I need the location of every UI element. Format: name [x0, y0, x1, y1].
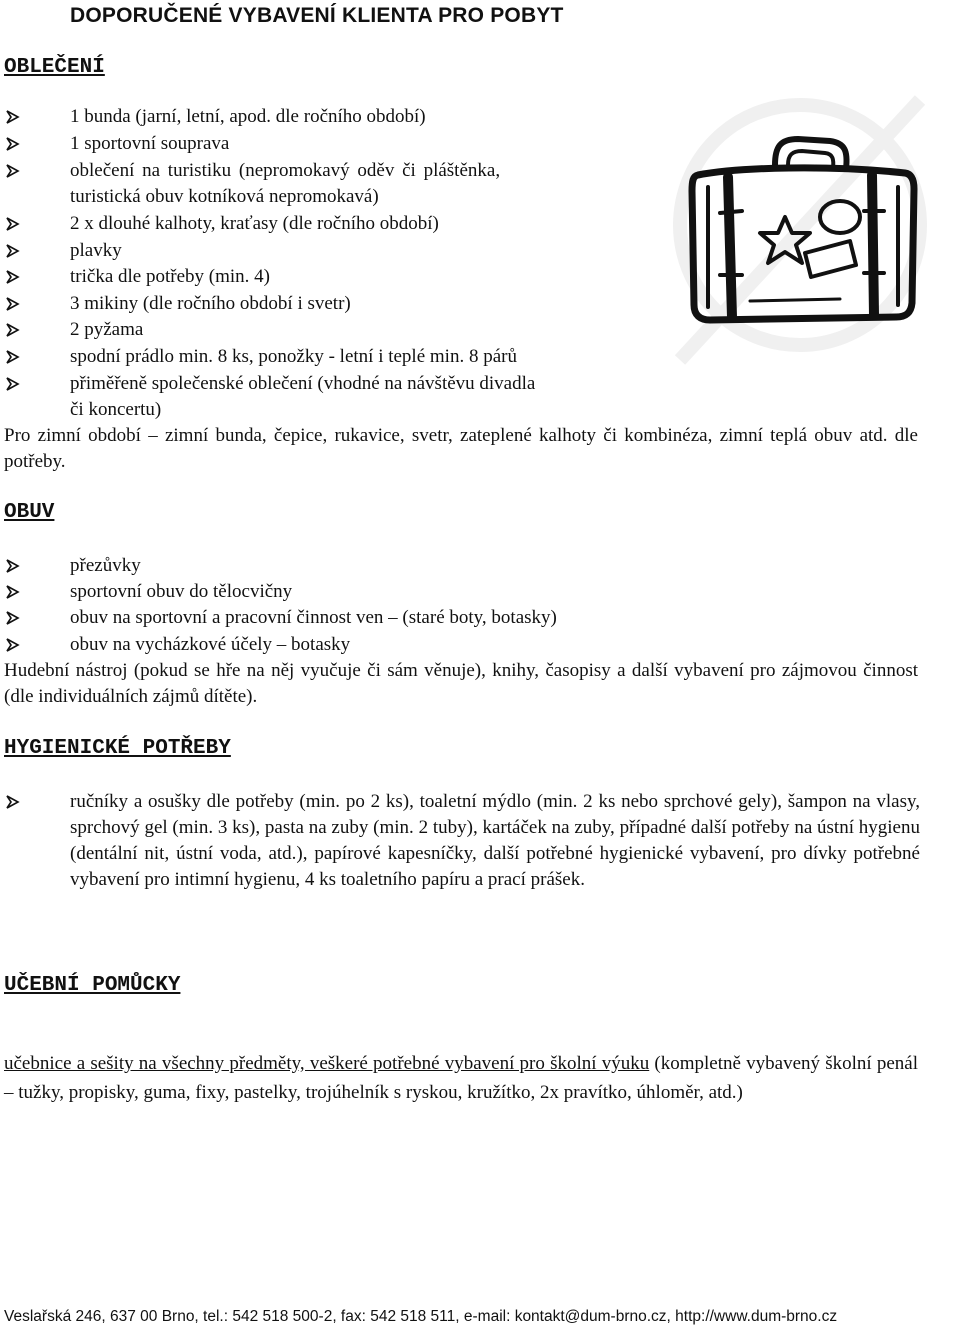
school-underlined-text: učebnice a sešity na všechny předměty, veškeré potřebné vybavení pro školní výuku: [4, 1053, 650, 1074]
arrow-bullet-icon: [4, 610, 20, 626]
list-item-text: plavky: [70, 240, 122, 261]
list-item-text: přezůvky: [70, 555, 141, 576]
list-item-text: přiměřeně společenské oblečení (vhodné na návštěvu divadla: [70, 373, 536, 394]
arrow-bullet-icon: [4, 243, 20, 259]
arrow-bullet-icon: [4, 794, 20, 810]
list-item-text: či koncertu): [70, 399, 162, 420]
section-heading-school: UČEBNÍ POMŮCKY: [4, 974, 181, 997]
arrow-bullet-icon: [4, 322, 20, 338]
section-heading-shoes: OBUV: [4, 501, 55, 524]
list-item-text: 1 sportovní souprava: [70, 133, 230, 154]
list-item-text: turistická obuv kotníková nepromokavá): [70, 186, 379, 207]
hygiene-item-text: ručníky a osušky dle potřeby (min. po 2 ks), toaletní mýdlo (min. 2 ks nebo sprchové gely), šampon na vlasy, sprchový gel (min. 3 ks), pasta na zuby (min. 2 tuby), kartáček na zuby, případné další potřeby na ústní hygienu (dentální nit, ústní voda, atd.), papírové kapesníčky, další potřebné hygienické vybavení, pro dívky potřebné vybavení pro intimní hygienu, 4 ks toaletního papíru a prací prášek.: [70, 791, 920, 890]
suitcase-icon: [680, 125, 920, 330]
list-item-text: obuv na vycházkové účely – botasky: [70, 634, 351, 655]
arrow-bullet-icon: [4, 216, 20, 232]
section-heading-hygiene: HYGIENICKÉ POTŘEBY: [4, 737, 231, 760]
arrow-bullet-icon: [4, 136, 20, 152]
list-item-text: sportovní obuv do tělocvičny: [70, 581, 293, 602]
arrow-bullet-icon: [4, 376, 20, 392]
list-item-text: 2 pyžama: [70, 319, 144, 340]
section-heading-clothing: OBLEČENÍ: [4, 56, 105, 79]
arrow-bullet-icon: [4, 349, 20, 365]
arrow-bullet-icon: [4, 637, 20, 653]
arrow-bullet-icon: [4, 296, 20, 312]
list-item-text: 1 bunda (jarní, letní, apod. dle ročního období): [70, 106, 426, 127]
shoes-note: Hudební nástroj (pokud se hře na něj vyučuje či sám věnuje), knihy, časopisy a další vybavení pro zájmovou činnost (dle individuálních zájmů dítěte).: [4, 660, 918, 707]
footer-contact: Veslařská 246, 637 00 Brno, tel.: 542 518 500-2, fax: 542 518 511, e-mail: kontakt@dum-brno.cz, http://www.dum-brno.cz: [4, 1308, 838, 1325]
arrow-bullet-icon: [4, 163, 20, 179]
clothing-note: Pro zimní období – zimní bunda, čepice, rukavice, svetr, zateplené kalhoty či kombinéza, zimní teplá obuv atd. dle potřeby.: [4, 425, 918, 472]
list-item-text: oblečení na turistiku (nepromokavý oděv či pláštěnka,: [70, 160, 501, 181]
list-item-text: spodní prádlo min. 8 ks, ponožky - letní i teplé min. 8 párů: [70, 346, 517, 367]
list-item-text: obuv na sportovní a pracovní činnost ven – (staré boty, botasky): [70, 607, 557, 628]
school-rest-text: (kompletně vybavený školní penál – tužky, propisky, guma, fixy, pastelky, trojúhelník s ryskou, kružítko, 2x pravítko, úhloměr, atd.): [4, 1053, 918, 1103]
document-title: DOPORUČENÉ VYBAVENÍ KLIENTA PRO POBYT: [70, 4, 564, 27]
arrow-bullet-icon: [4, 558, 20, 574]
school-paragraph: [4, 1049, 918, 1107]
arrow-bullet-icon: [4, 269, 20, 285]
list-item-text: 2 x dlouhé kalhoty, kraťasy (dle ročního období): [70, 213, 439, 234]
arrow-bullet-icon: [4, 584, 20, 600]
list-item-text: 3 mikiny (dle ročního období i svetr): [70, 293, 351, 314]
arrow-bullet-icon: [4, 109, 20, 125]
list-item-text: trička dle potřeby (min. 4): [70, 266, 270, 287]
